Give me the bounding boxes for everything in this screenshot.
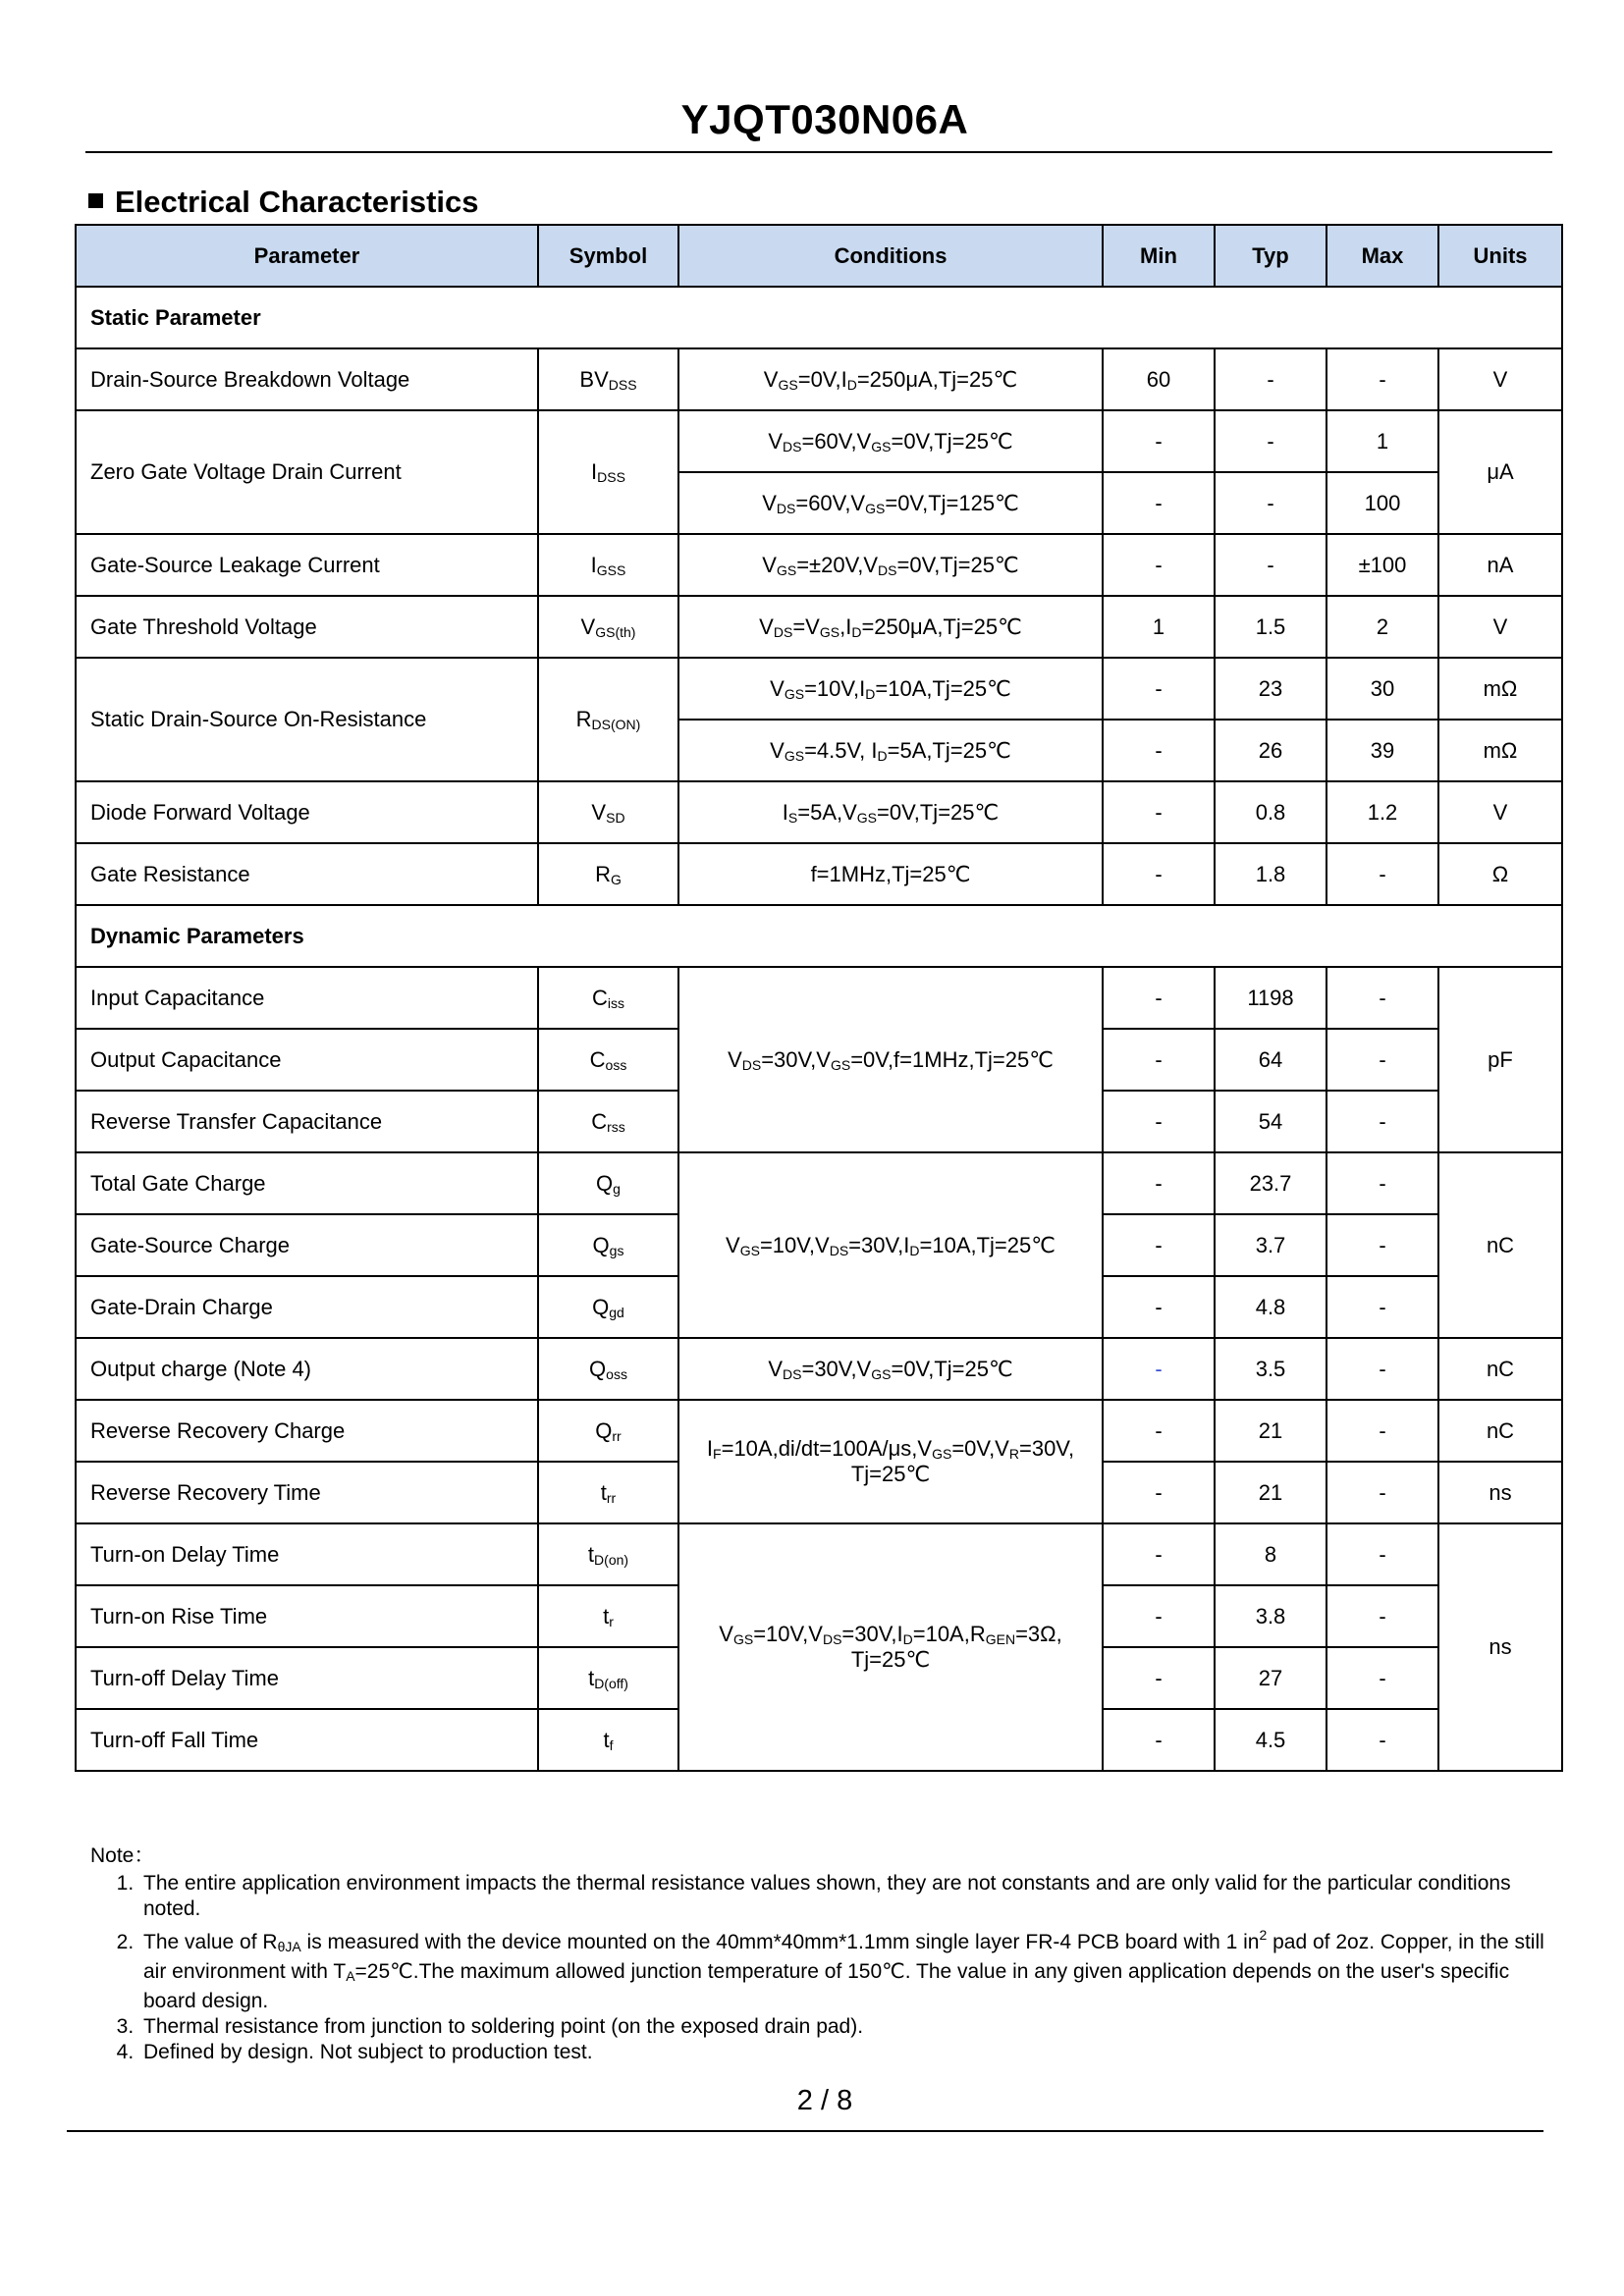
min-cell: - [1103,781,1215,843]
unit-cell: mΩ [1438,658,1562,720]
typ-cell: 3.8 [1215,1585,1326,1647]
param-cell: Turn-on Rise Time [76,1585,538,1647]
symbol-cell: $t_r$ [538,1585,678,1647]
typ-cell: 64 [1215,1029,1326,1091]
param-cell: Gate-Source Leakage Current [76,534,538,596]
typ-cell: 1.8 [1215,843,1326,905]
conditions-cell: $V_{DS}=30V,V_{GS}=0V,Tj=25℃$ [678,1338,1103,1400]
table-row [76,1523,1562,1585]
max-cell: - [1326,1462,1438,1523]
unit-cell: nC [1438,1152,1562,1338]
max-cell: - [1326,1709,1438,1771]
table-row [76,781,1562,843]
notes-section [90,1843,1563,2065]
conditions-cell: $V_{GS}=10V,I_D=10A,Tj=25℃$ [678,658,1103,720]
min-cell: - [1103,1585,1215,1647]
unit-cell: V [1438,596,1562,658]
min-cell: - [1103,1523,1215,1585]
min-cell: - [1103,720,1215,781]
group-row-static [76,287,1562,348]
table-row [76,534,1562,596]
unit-cell: Ω [1438,843,1562,905]
table-row [76,658,1562,720]
conditions-cell: $V_{GS}=4.5V$, $I_D=5A,Tj=25℃$ [678,720,1103,781]
min-cell: 1 [1103,596,1215,658]
symbol-cell: $C_{rss}$ [538,1091,678,1152]
symbol-cell: $Q_{oss}$ [538,1338,678,1400]
group-label: Dynamic Parameters [76,905,1562,967]
header-max: Max [1326,225,1438,287]
page-number: 2 / 8 [796,2085,853,2116]
typ-cell: - [1215,472,1326,534]
unit-cell: nC [1438,1400,1562,1462]
typ-cell: 27 [1215,1647,1326,1709]
typ-cell: 1198 [1215,967,1326,1029]
param-cell: Gate-Drain Charge [76,1276,538,1338]
symbol-cell: $Q_{rr}$ [538,1400,678,1462]
notes-title: Note： [90,1844,155,1867]
symbol-cell: $t_f$ [538,1709,678,1771]
param-cell: Input Capacitance [76,967,538,1029]
min-cell: - [1103,1709,1215,1771]
symbol-cell: $R_{DS(ON)}$ [538,658,678,781]
title-divider [85,151,1552,153]
max-cell: - [1326,1338,1438,1400]
header-parameter: Parameter [76,225,538,287]
symbol-cell: $BV_{DSS}$ [538,348,678,410]
unit-cell: ns [1438,1523,1562,1771]
param-cell: Turn-off Fall Time [76,1709,538,1771]
electrical-characteristics-table [75,224,1563,1772]
conditions-cell: $V_{GS}=10V,V_{DS}=30V,I_D=10A,R_{GEN}=3\Omega$, Tj=25℃ [678,1523,1103,1771]
typ-cell: - [1215,534,1326,596]
table-header-row [76,225,1562,287]
min-cell: - [1103,658,1215,720]
table-row [76,967,1562,1029]
max-cell: 1.2 [1326,781,1438,843]
typ-cell: 3.5 [1215,1338,1326,1400]
conditions-cell: $V_{DS}=60V,V_{GS}=0V,Tj=25℃$ [678,410,1103,472]
table-row [76,1338,1562,1400]
table-row [76,410,1562,472]
symbol-cell: $C_{oss}$ [538,1029,678,1091]
typ-cell: 54 [1215,1091,1326,1152]
min-cell: 60 [1103,348,1215,410]
max-cell: - [1326,1214,1438,1276]
max-cell: - [1326,1152,1438,1214]
conditions-cell: f=1MHz,Tj=25℃ [678,843,1103,905]
typ-cell: 4.5 [1215,1709,1326,1771]
min-cell: - [1103,1338,1215,1400]
max-cell: 1 [1326,410,1438,472]
note-item: 3. Thermal resistance from junction to soldering point (on the exposed drain pad). [139,2014,1563,2040]
min-cell: - [1103,1276,1215,1338]
max-cell: - [1326,1276,1438,1338]
typ-cell: 3.7 [1215,1214,1326,1276]
typ-cell: 23.7 [1215,1152,1326,1214]
min-cell: - [1103,967,1215,1029]
param-cell: Output Capacitance [76,1029,538,1091]
max-cell: - [1326,1029,1438,1091]
note-item: 1. The entire application environment impacts the thermal resistance values shown, they are not constants and are only valid for the particular conditions noted. [139,1871,1563,1922]
unit-cell: ns [1438,1462,1562,1523]
symbol-cell: $Q_{gs}$ [538,1214,678,1276]
max-cell: 30 [1326,658,1438,720]
min-cell: - [1103,1462,1215,1523]
conditions-cell: $I_F=10A,di/dt=100A/\mu s,V_{GS}=0V,V_R=30V$, Tj=25℃ [678,1400,1103,1523]
min-cell: - [1103,472,1215,534]
typ-cell: 21 [1215,1400,1326,1462]
unit-cell: mΩ [1438,720,1562,781]
max-cell: - [1326,1585,1438,1647]
min-cell: - [1103,1029,1215,1091]
table-row [76,348,1562,410]
typ-cell: 23 [1215,658,1326,720]
header-min: Min [1103,225,1215,287]
min-cell: - [1103,1214,1215,1276]
param-cell: Reverse Recovery Time [76,1462,538,1523]
footer-divider [67,2130,1543,2132]
param-cell: Gate-Source Charge [76,1214,538,1276]
table-row [76,1152,1562,1214]
min-cell: - [1103,843,1215,905]
typ-cell: 4.8 [1215,1276,1326,1338]
header-units: Units [1438,225,1562,287]
min-cell: - [1103,1647,1215,1709]
symbol-cell: $Q_g$ [538,1152,678,1214]
symbol-cell: $V_{SD}$ [538,781,678,843]
conditions-cell: $I_S=5A,V_{GS}=0V,Tj=25℃$ [678,781,1103,843]
unit-cell: pF [1438,967,1562,1152]
param-cell: Turn-off Delay Time [76,1647,538,1709]
conditions-cell: $V_{DS}=60V,V_{GS}=0V,Tj=125℃$ [678,472,1103,534]
param-cell: Zero Gate Voltage Drain Current [76,410,538,534]
unit-cell: nC [1438,1338,1562,1400]
max-cell: ±100 [1326,534,1438,596]
header-symbol: Symbol [538,225,678,287]
param-cell: Turn-on Delay Time [76,1523,538,1585]
param-cell: Static Drain-Source On-Resistance [76,658,538,781]
section-title: Electrical Characteristics [115,185,479,219]
typ-cell: - [1215,410,1326,472]
min-cell: - [1103,1400,1215,1462]
min-cell: - [1103,1091,1215,1152]
unit-cell: μA [1438,410,1562,534]
typ-cell: 26 [1215,720,1326,781]
max-cell: 100 [1326,472,1438,534]
max-cell: - [1326,1400,1438,1462]
typ-cell: 21 [1215,1462,1326,1523]
param-cell: Output charge (Note 4) [76,1338,538,1400]
unit-cell: V [1438,348,1562,410]
conditions-cell: $V_{GS}=0V,I_D=250\mu A,Tj=25℃$ [678,348,1103,410]
conditions-cell: $V_{DS}=V_{GS},I_D=250\mu A,Tj=25℃$ [678,596,1103,658]
max-cell: - [1326,1647,1438,1709]
table-row [76,843,1562,905]
symbol-cell: $I_{DSS}$ [538,410,678,534]
max-cell: - [1326,843,1438,905]
page-title: YJQT030N06A [680,96,969,142]
group-label: Static Parameter [76,287,1562,348]
max-cell: - [1326,967,1438,1029]
max-cell: - [1326,348,1438,410]
table-row [76,1400,1562,1462]
param-cell: Gate Threshold Voltage [76,596,538,658]
table-row [76,596,1562,658]
max-cell: 2 [1326,596,1438,658]
symbol-cell: $V_{GS(th)}$ [538,596,678,658]
param-cell: Total Gate Charge [76,1152,538,1214]
symbol-cell: $C_{iss}$ [538,967,678,1029]
param-cell: Drain-Source Breakdown Voltage [76,348,538,410]
header-typ: Typ [1215,225,1326,287]
min-cell: - [1103,534,1215,596]
note-item: 2. The value of $R_{\theta JA}$ is measured with the device mounted on the 40mm*40mm*1.1mm single layer FR-4 PCB board with 1 $in^2$ pad of 2oz. Copper, in the still air environment with $T_A=25℃.The$ maximum allowed junction temperature of 150℃. The value in any given application depends on the user's specific board design. [139,1922,1563,2014]
conditions-cell: $V_{GS}=\pm 20V,V_{DS}=0V,Tj=25℃$ [678,534,1103,596]
symbol-cell: $Q_{gd}$ [538,1276,678,1338]
symbol-cell: $I_{GSS}$ [538,534,678,596]
note-item: 4. Defined by design. Not subject to production test. [139,2040,1563,2065]
conditions-cell: $V_{GS}=10V,V_{DS}=30V,I_D=10A,Tj=25℃$ [678,1152,1103,1338]
notes-list [90,1871,1563,2065]
param-cell: Reverse Transfer Capacitance [76,1091,538,1152]
min-cell: - [1103,410,1215,472]
symbol-cell: $t_{D(off)}$ [538,1647,678,1709]
typ-cell: - [1215,348,1326,410]
unit-cell: nA [1438,534,1562,596]
symbol-cell: $t_{rr}$ [538,1462,678,1523]
symbol-cell: $t_{D(on)}$ [538,1523,678,1585]
max-cell: - [1326,1523,1438,1585]
max-cell: - [1326,1091,1438,1152]
param-cell: Gate Resistance [76,843,538,905]
param-cell: Reverse Recovery Charge [76,1400,538,1462]
symbol-cell: $R_G$ [538,843,678,905]
param-cell: Diode Forward Voltage [76,781,538,843]
max-cell: 39 [1326,720,1438,781]
unit-cell: V [1438,781,1562,843]
min-cell: - [1103,1152,1215,1214]
typ-cell: 0.8 [1215,781,1326,843]
group-row-dynamic [76,905,1562,967]
typ-cell: 1.5 [1215,596,1326,658]
section-heading [88,185,479,220]
conditions-cell: $V_{DS}=30V,V_{GS}=0V,f=1MHz,Tj=25℃$ [678,967,1103,1152]
square-bullet-icon [88,193,103,208]
header-conditions: Conditions [678,225,1103,287]
typ-cell: 8 [1215,1523,1326,1585]
